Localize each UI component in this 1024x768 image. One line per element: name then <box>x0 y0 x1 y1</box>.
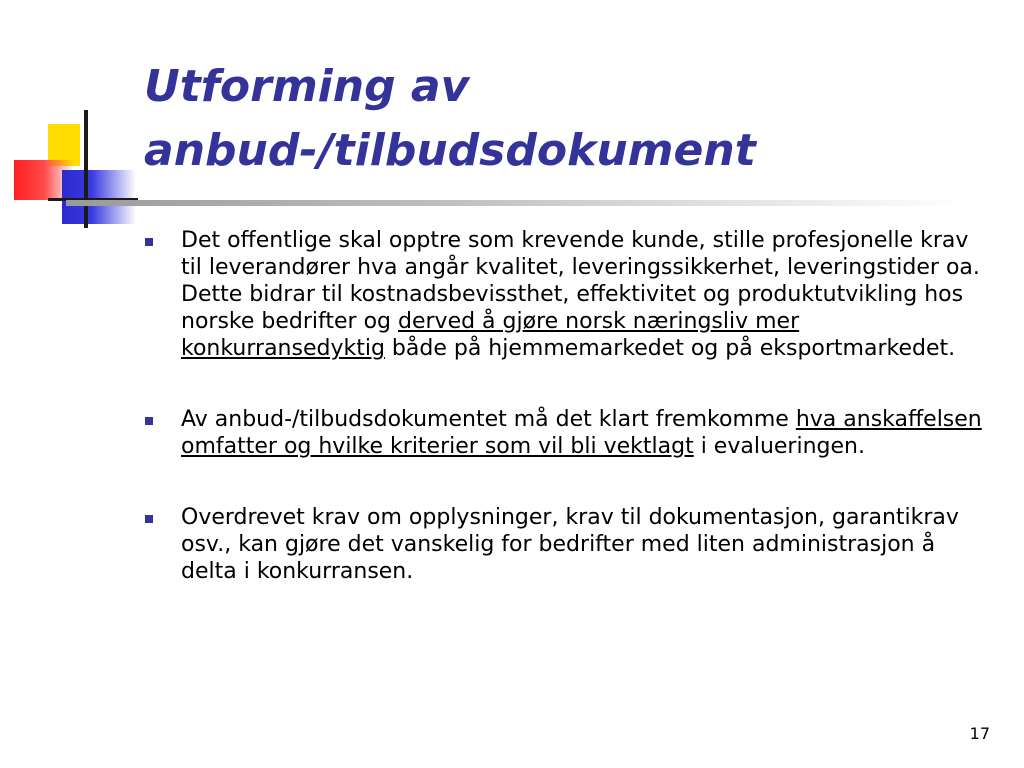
slide-title-line-2: anbud-/tilbudsdokument <box>144 125 756 176</box>
bullet-item-1 <box>144 227 994 362</box>
slide-title <box>144 55 964 183</box>
bullet-text-post: i evalueringen. <box>693 434 865 459</box>
slide-title-line-1: Utforming av <box>144 61 470 112</box>
bullet-text-underlined: hva anskaffelsen omfatter og hvilke kriterier som vil bli vektlagt <box>181 407 982 459</box>
page-number: 17 <box>969 724 990 743</box>
square-bullet-icon <box>145 515 153 523</box>
bullet-text-underlined: derved å gjøre norsk næringsliv mer konkurransedyktig <box>181 309 800 361</box>
logo-vertical-line <box>84 110 88 228</box>
bullet-text-pre: Det offentlige skal opptre som krevende kunde, stille profesjonelle krav til leverandører hva angår kvalitet, leveringssikkerhet, leveringstider oa. Dette bidrar til kostnadsbevissthet, effektivitet og produktutvikling hos norske bedrifter og <box>181 228 980 334</box>
bullet-list <box>144 227 994 629</box>
title-divider <box>66 200 966 206</box>
logo-blue-square <box>62 170 136 224</box>
bullet-text-pre: Av anbud-/tilbudsdokumentet må det klart fremkomme <box>181 407 796 432</box>
square-bullet-icon <box>145 238 153 246</box>
bullet-item-2 <box>144 406 994 460</box>
bullet-item-3 <box>144 504 994 585</box>
decorative-squares-crosshair-icon <box>0 0 150 230</box>
bullet-text-post: både på hjemmemarkedet og på eksportmarkedet. <box>384 336 956 361</box>
square-bullet-icon <box>145 417 153 425</box>
bullet-text-pre: Overdrevet krav om opplysninger, krav til dokumentasjon, garantikrav osv., kan gjøre det vanskelig for bedrifter med liten administrasjon å delta i konkurransen. <box>181 505 959 584</box>
